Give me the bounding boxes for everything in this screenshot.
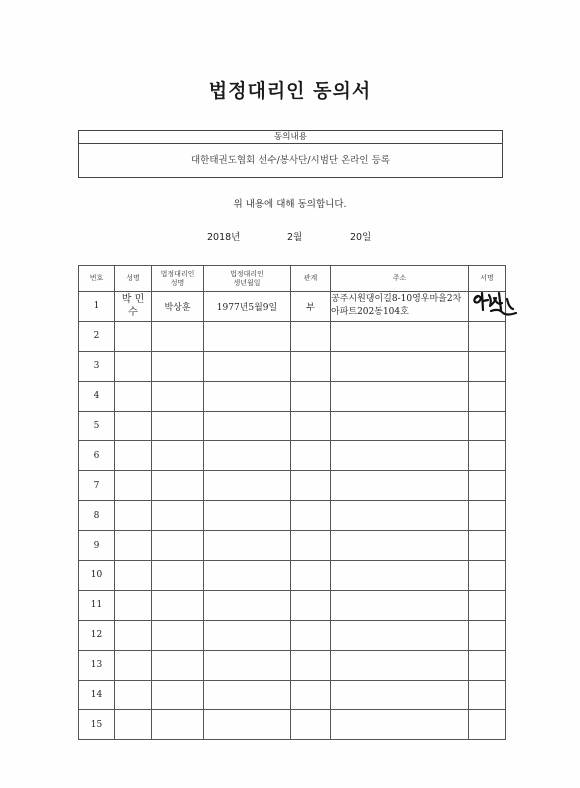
guardian-birthdate (204, 620, 291, 650)
guardian-birthdate (204, 680, 291, 710)
student-name (115, 501, 152, 531)
address: 공주시원댕이길8-10영우마을2차아파트202동104호 (331, 292, 469, 322)
table-header-row (79, 266, 506, 292)
student-name (115, 710, 152, 740)
address (331, 650, 469, 680)
guardian-name (152, 501, 204, 531)
signature-cell (469, 411, 506, 441)
date-month: 2월 (287, 232, 303, 243)
guardian-name (152, 650, 204, 680)
handwritten-signature (469, 286, 519, 324)
row-number: 5 (79, 411, 115, 441)
address (331, 381, 469, 411)
row-number: 14 (79, 680, 115, 710)
row-number: 4 (79, 381, 115, 411)
guardian-birthdate (204, 531, 291, 561)
student-name: 박 민 수 (115, 292, 152, 322)
student-name (115, 411, 152, 441)
address (331, 411, 469, 441)
guardian-name (152, 321, 204, 351)
col-header-address: 주소 (331, 266, 469, 292)
signature-cell (469, 471, 506, 501)
consent-content-box (78, 130, 503, 178)
table-row (79, 471, 506, 501)
table-row (79, 680, 506, 710)
guardian-name (152, 381, 204, 411)
guardian-name (152, 710, 204, 740)
guardian-birthdate (204, 561, 291, 591)
guardian-birthdate (204, 471, 291, 501)
address (331, 620, 469, 650)
col-header-no: 번호 (79, 266, 115, 292)
table-row (79, 590, 506, 620)
guardian-name (152, 561, 204, 591)
guardian-name (152, 411, 204, 441)
consent-text: 대한태권도협회 선수/봉사단/시범단 온라인 등록 (190, 155, 390, 166)
signature-cell (469, 321, 506, 351)
guardian-birthdate (204, 710, 291, 740)
col-header-guardian-birth (204, 266, 291, 292)
row-number: 3 (79, 351, 115, 381)
row-number: 1 (79, 292, 115, 322)
col-header-signature: 서명 (469, 266, 506, 292)
signature-cell (469, 351, 506, 381)
col-header-guardian-name-line1: 법정대리인 (160, 269, 195, 278)
col-header-guardian-name-line2: 성명 (170, 278, 185, 287)
relation (291, 650, 331, 680)
row-number: 11 (79, 590, 115, 620)
address (331, 321, 469, 351)
guardian-birthdate (204, 590, 291, 620)
consent-header: 동의내용 (79, 131, 502, 144)
guardian-name (152, 351, 204, 381)
relation (291, 351, 331, 381)
signature-cell (469, 501, 506, 531)
col-header-relation: 관계 (291, 266, 331, 292)
row-number: 15 (79, 710, 115, 740)
relation: 부 (291, 292, 331, 322)
signature-cell (469, 561, 506, 591)
relation (291, 620, 331, 650)
signature-cell (469, 620, 506, 650)
document-title: 법정대리인 동의서 (208, 80, 372, 102)
signature-cell (469, 710, 506, 740)
address (331, 441, 469, 471)
signature-cell (469, 292, 506, 322)
relation (291, 321, 331, 351)
row-number: 7 (79, 471, 115, 501)
guardian-consent-table (78, 265, 506, 740)
table-row (79, 561, 506, 591)
date-year: 2018년 (207, 232, 241, 243)
guardian-name (152, 590, 204, 620)
guardian-name (152, 471, 204, 501)
guardian-name: 박상훈 (152, 292, 204, 322)
signature-cell (469, 531, 506, 561)
address (331, 561, 469, 591)
col-header-name: 성명 (115, 266, 152, 292)
signature-cell (469, 441, 506, 471)
address (331, 531, 469, 561)
student-name (115, 351, 152, 381)
guardian-name (152, 680, 204, 710)
row-number: 8 (79, 501, 115, 531)
row-number: 12 (79, 620, 115, 650)
agree-statement: 위 내용에 대해 동의합니다. (233, 199, 347, 210)
address (331, 501, 469, 531)
signature-cell (469, 590, 506, 620)
relation (291, 441, 331, 471)
table-row (79, 351, 506, 381)
guardian-name (152, 620, 204, 650)
guardian-birthdate (204, 441, 291, 471)
relation (291, 501, 331, 531)
student-name (115, 561, 152, 591)
address (331, 710, 469, 740)
guardian-birthdate (204, 501, 291, 531)
student-name (115, 650, 152, 680)
relation (291, 590, 331, 620)
row-number: 9 (79, 531, 115, 561)
guardian-birthdate (204, 351, 291, 381)
date-day: 20일 (350, 232, 372, 243)
student-name (115, 381, 152, 411)
col-header-guardian-birth-line2: 생년월일 (233, 278, 261, 287)
student-name (115, 620, 152, 650)
relation (291, 561, 331, 591)
table-row (79, 501, 506, 531)
student-name (115, 441, 152, 471)
address (331, 680, 469, 710)
relation (291, 381, 331, 411)
row-number: 6 (79, 441, 115, 471)
student-name (115, 321, 152, 351)
relation (291, 471, 331, 501)
table-row (79, 710, 506, 740)
student-name (115, 590, 152, 620)
guardian-birthdate (204, 381, 291, 411)
address (331, 471, 469, 501)
guardian-birthdate (204, 411, 291, 441)
guardian-birthdate (204, 650, 291, 680)
guardian-birthdate: 1977년5월9일 (204, 292, 291, 322)
table-row (79, 292, 506, 322)
col-header-guardian-birth-line1: 법정대리인 (230, 269, 264, 278)
signature-cell (469, 381, 506, 411)
relation (291, 710, 331, 740)
address (331, 590, 469, 620)
address (331, 351, 469, 381)
relation (291, 531, 331, 561)
guardian-birthdate (204, 321, 291, 351)
table-row (79, 411, 506, 441)
table-row (79, 650, 506, 680)
guardian-name (152, 441, 204, 471)
table-row (79, 381, 506, 411)
student-name (115, 471, 152, 501)
row-number: 13 (79, 650, 115, 680)
table-row (79, 531, 506, 561)
signature-cell (469, 680, 506, 710)
relation (291, 680, 331, 710)
table-row (79, 441, 506, 471)
row-number: 2 (79, 321, 115, 351)
row-number: 10 (79, 561, 115, 591)
student-name (115, 680, 152, 710)
signature-cell (469, 650, 506, 680)
guardian-name (152, 531, 204, 561)
col-header-guardian-name (152, 266, 204, 292)
relation (291, 411, 331, 441)
student-name (115, 531, 152, 561)
table-row (79, 620, 506, 650)
table-row (79, 321, 506, 351)
